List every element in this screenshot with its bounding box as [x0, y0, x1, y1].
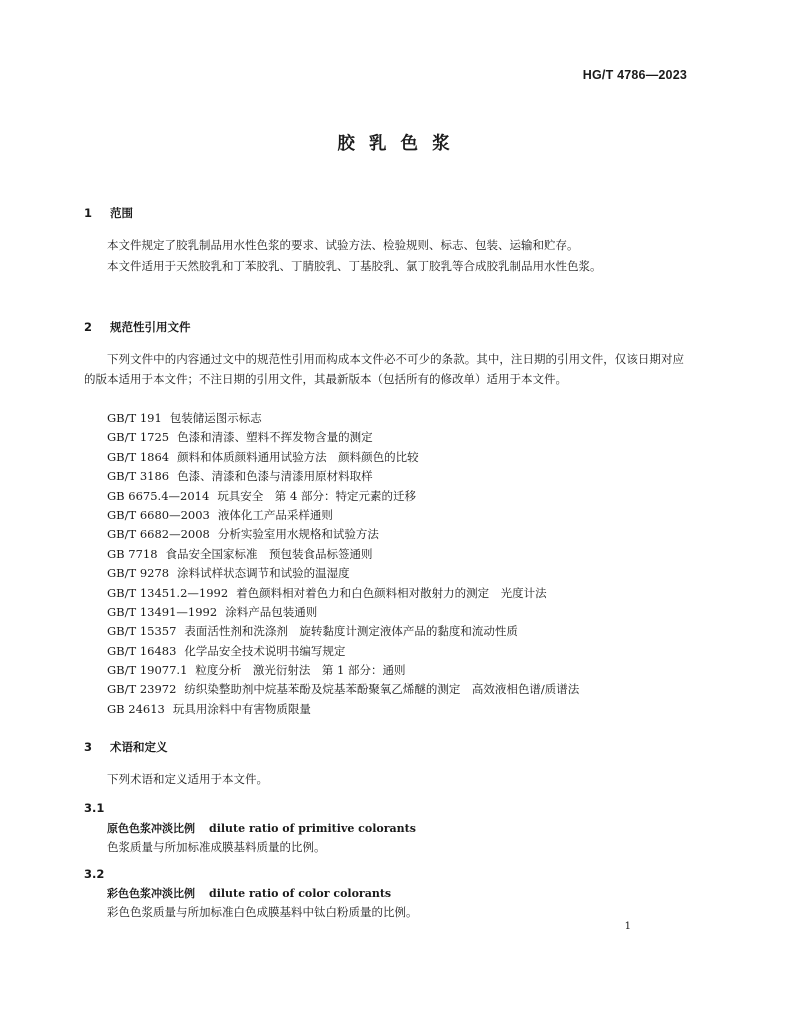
scope-paragraph-1: 本文件规定了胶乳制品用水性色浆的要求、试验方法、检验规则、标志、包装、运输和贮存。: [107, 238, 579, 252]
reference-code: GB/T 13491—1992: [107, 604, 218, 619]
section-title: 术语和定义: [110, 740, 168, 754]
reference-item: [107, 428, 707, 447]
reference-code: GB/T 23972: [107, 682, 177, 697]
reference-title: 分析实验室用水规格和试验方法: [217, 527, 379, 542]
normative-intro: 下列文件中的内容通过文中的规范性引用而构成本文件必不可少的条款。其中，注日期的引用文件，仅该日期对应的版本适用于本文件；不注日期的引用文件，其最新版本（包括所有的修改单）适用于本文件。: [84, 352, 684, 386]
reference-title: 包装储运图示标志: [169, 411, 262, 425]
reference-item: [107, 603, 707, 622]
reference-item: [107, 622, 707, 641]
reference-item: [107, 564, 707, 583]
term-definition: 色浆质量与所加标准成膜基料质量的比例。: [107, 840, 326, 854]
reference-title: 色漆、清漆和色漆与清漆用原材料取样: [177, 469, 373, 484]
section-title: 范围: [110, 206, 133, 220]
reference-title: 着色颜料相对着色力和白色颜料相对散射力的测定 光度计法: [236, 585, 547, 600]
reference-code: GB/T 6682—2008: [107, 527, 210, 542]
section-heading-terms: [84, 739, 168, 755]
section-number: 2: [84, 320, 93, 334]
reference-item: [107, 487, 707, 506]
reference-title: 粒度分析 激光衍射法 第 1 部分：通则: [195, 663, 406, 678]
term-definition: 彩色色浆质量与所加标准白色成膜基料中钛白粉质量的比例。: [107, 905, 418, 919]
reference-code: GB/T 9278: [107, 566, 170, 581]
reference-item: [107, 680, 707, 699]
reference-code: GB/T 19077.1: [107, 663, 188, 678]
reference-item: [107, 642, 707, 661]
reference-item: [107, 525, 707, 544]
term-number: 3.2: [84, 867, 105, 881]
section-heading-scope: [84, 205, 133, 221]
reference-code: GB/T 191: [107, 411, 162, 425]
reference-title: 纺织染整助剂中烷基苯酚及烷基苯酚聚氧乙烯醚的测定 高效液相色谱/质谱法: [184, 682, 580, 697]
reference-code: GB/T 1864: [107, 449, 170, 464]
reference-item: [107, 409, 707, 428]
section-heading-normative: [84, 319, 191, 335]
section-title: 规范性引用文件: [110, 320, 191, 334]
reference-code: GB/T 15357: [107, 624, 177, 639]
term-name-cn: 彩色色浆冲淡比例: [107, 887, 195, 900]
reference-code: GB 24613: [107, 701, 165, 716]
reference-list: [107, 409, 707, 719]
term-name-en: dilute ratio of color colorants: [209, 887, 392, 900]
reference-title: 玩具用涂料中有害物质限量: [172, 701, 311, 716]
reference-item: [107, 661, 707, 680]
reference-item: [107, 584, 707, 603]
reference-title: 玩具安全 第 4 部分：特定元素的迁移: [217, 488, 416, 503]
section-number: 1: [84, 206, 93, 220]
reference-title: 色漆和清漆、塑料不挥发物含量的测定: [177, 430, 373, 445]
scope-paragraph-2: 本文件适用于天然胶乳和丁苯胶乳、丁腈胶乳、丁基胶乳、氯丁胶乳等合成胶乳制品用水性色浆。: [107, 259, 602, 273]
reference-title: 化学品安全技术说明书编写规定: [184, 643, 346, 658]
reference-item: [107, 448, 707, 467]
reference-title: 涂料试样状态调节和试验的温湿度: [177, 566, 350, 581]
document-title: 胶 乳 色 浆: [337, 134, 454, 154]
standard-number: HG/T 4786—2023: [582, 68, 687, 82]
reference-item: [107, 506, 707, 525]
section-number: 3: [84, 740, 93, 754]
reference-item: [107, 700, 707, 719]
reference-code: GB/T 3186: [107, 469, 170, 484]
reference-title: 表面活性剂和洗涤剂 旋转黏度计测定液体产品的黏度和流动性质: [184, 624, 518, 639]
reference-code: GB 7718: [107, 546, 158, 561]
term-number: 3.1: [84, 801, 105, 815]
reference-code: GB/T 16483: [107, 643, 177, 658]
reference-code: GB/T 6680—2003: [107, 507, 210, 522]
reference-title: 液体化工产品采样通则: [217, 507, 333, 522]
reference-code: GB/T 13451.2—1992: [107, 585, 229, 600]
term-name: [107, 820, 416, 836]
reference-code: GB 6675.4—2014: [107, 488, 210, 503]
term-name-en: dilute ratio of primitive colorants: [209, 822, 416, 835]
page-number: 1: [624, 921, 631, 932]
reference-title: 颜料和体质颜料通用试验方法 颜料颜色的比较: [177, 449, 419, 464]
reference-item: [107, 545, 707, 564]
reference-item: [107, 467, 707, 486]
term-name-cn: 原色色浆冲淡比例: [107, 822, 195, 835]
reference-title: 涂料产品包装通则: [225, 604, 318, 619]
reference-code: GB/T 1725: [107, 430, 170, 445]
term-name: [107, 885, 391, 901]
terms-intro: 下列术语和定义适用于本文件。: [107, 772, 268, 786]
reference-title: 食品安全国家标准 预包装食品标签通则: [165, 546, 373, 561]
